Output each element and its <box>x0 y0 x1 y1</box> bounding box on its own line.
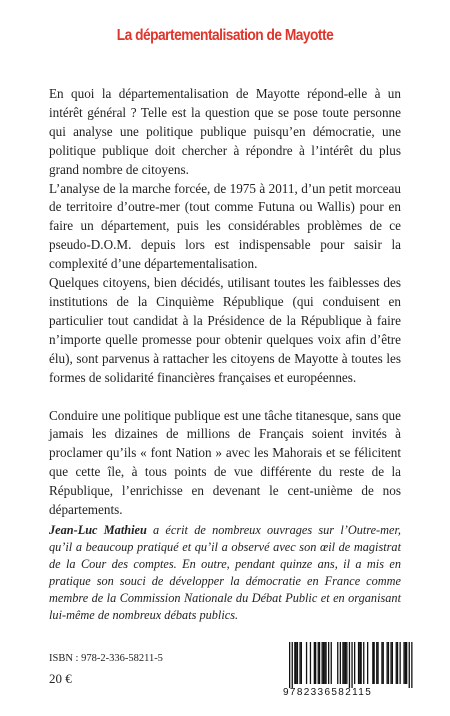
barcode-bar <box>403 642 404 684</box>
barcode-bar <box>323 642 324 684</box>
author-bio <box>49 522 401 623</box>
author-bio-text: a écrit de nombreux ouvrages sur l’Outre-mer, qu’il a beaucoup pratiqué et qu’il a observé avec son œil de magistrat de la Cour des comptes. En outre, pendant quinze ans, il a mis en pratique son souci de développer la démocratie en France comme membre de la Commission Nationale du Débat Public et en organisant lui-même de nombreux débats publics. <box>49 523 401 622</box>
barcode-bar <box>294 642 295 684</box>
barcode-bar <box>328 642 329 684</box>
barcode-bar <box>374 642 375 684</box>
barcode-bar <box>299 642 300 684</box>
barcode-bar <box>337 642 338 684</box>
barcode-bar <box>292 642 293 688</box>
barcode-bar <box>406 642 407 684</box>
book-title: La départementalisation de Mayotte <box>116 27 334 44</box>
barcode-bar <box>376 642 377 684</box>
price: 20 € <box>49 671 72 686</box>
barcode-bar <box>345 642 346 684</box>
barcode-bar <box>358 642 359 684</box>
barcode-bars <box>283 642 413 688</box>
barcode-bar <box>383 642 384 684</box>
barcode-bar <box>306 642 307 684</box>
barcode-bar <box>322 642 323 684</box>
barcode-bar <box>331 642 332 684</box>
barcode-bar <box>297 642 298 684</box>
barcode-bar <box>397 642 398 684</box>
barcode-bar <box>400 642 401 684</box>
barcode-number: 9782336582115 <box>283 687 373 698</box>
barcode-bar <box>301 642 302 684</box>
barcode-bar <box>296 642 297 684</box>
barcode-bar <box>361 642 362 684</box>
barcode-bar <box>314 642 315 684</box>
barcode-bar <box>319 642 320 684</box>
barcode-bar <box>325 642 326 684</box>
paragraph-conclusion: Conduire une politique publique est une tâche titanesque, sans que jamais les dizaines de millions de Français soient invités à proclamer qu’ils « font Nation » avec les Mahorais et se félicitent que cette île, à tous points de vue différente du reste de la République, l’enrichisse en devenant le cent-unième de nos départements. <box>49 407 401 518</box>
barcode-bar <box>349 642 350 688</box>
barcode-bar <box>363 642 364 684</box>
barcode-bar <box>342 642 343 684</box>
barcode-bar <box>351 642 352 688</box>
isbn: ISBN : 978-2-336-58211-5 <box>49 653 163 664</box>
barcode-bar <box>387 642 388 684</box>
barcode-bar <box>318 642 319 684</box>
barcode-bar <box>344 642 345 684</box>
barcode-bar <box>346 642 347 684</box>
barcode-bar <box>388 642 389 684</box>
paragraph-citizens: Quelques citoyens, bien décidés, utilisant toutes les faiblesses des institutions de la Cinquième République (qui conduisent en particulier tout candidat à la Présidence de la République à faire n’importe quelle promesse pour obtenir quelques voix afin d’être élu), sont parvenus à rattacher les citoyens de Mayotte à toutes les formes de solidarité financières françaises et européennes. <box>49 275 401 385</box>
barcode-bar <box>392 642 393 684</box>
back-cover-text <box>49 85 401 520</box>
barcode-bar <box>367 642 368 684</box>
barcode-bar <box>409 642 410 688</box>
barcode-bar <box>372 642 373 684</box>
barcode-bar <box>354 642 355 684</box>
barcode <box>283 642 413 702</box>
barcode-bar <box>289 642 290 688</box>
barcode-bar <box>381 642 382 684</box>
barcode-bar <box>315 642 316 684</box>
barcode-bar <box>377 642 378 684</box>
barcode-bar <box>324 642 325 684</box>
barcode-bar <box>359 642 360 684</box>
paragraph-intro: En quoi la départementalisation de Mayotte répond-elle à un intérêt général ? Telle est la question que se pose toute personne qui analyse une politique publique puisqu’en démocratie, une politique publique doit chercher à répondre à l’intérêt du plus grand nombre de citoyens. <box>49 86 401 177</box>
author-name: Jean-Luc Mathieu <box>49 523 147 537</box>
barcode-bar <box>396 642 397 684</box>
barcode-bar <box>390 642 391 684</box>
barcode-bar <box>405 642 406 684</box>
paragraph-analysis: L’analyse de la marche forcée, de 1975 à 2011, d’un petit morceau de territoire d’outre-mer (tout comme Futuna ou Wallis) pour en faire un département, puis les considérables problèmes de ce pseudo-D.O.M. depuis lors est indispensable pour saisir la complexité d’une départementalisation. <box>49 180 401 272</box>
barcode-bar <box>411 642 412 688</box>
barcode-bar <box>310 642 311 684</box>
barcode-bar <box>340 642 341 684</box>
